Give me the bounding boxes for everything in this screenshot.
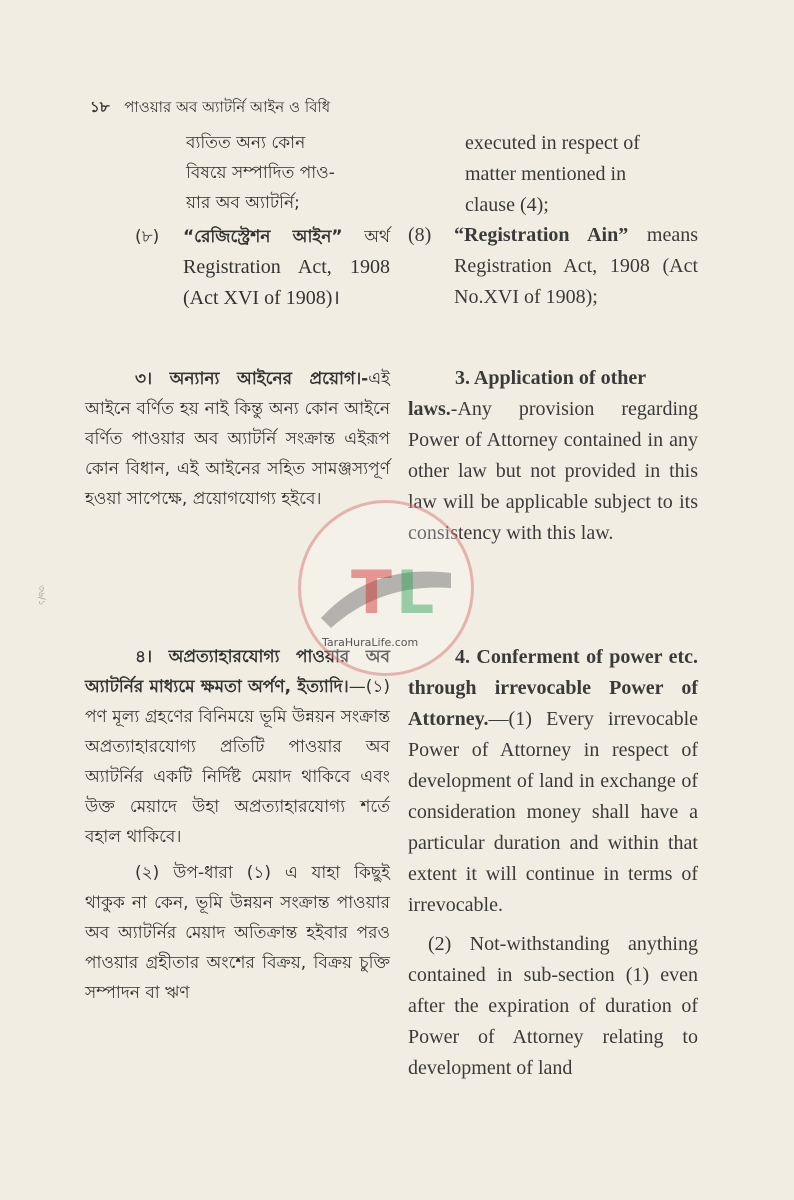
svg-text:L: L [396,558,435,628]
en-line: matter mentioned in [465,163,627,185]
bn-section-4 [85,642,390,1008]
section-heading: 4. Conferment of power etc. through irrevocable Power of Attorney. [408,646,698,730]
subsection-2: (2) Not-withstanding anything contained in sub-section (1) even after the expiration of duration of Power of Attorney relating to development of land [408,933,698,1079]
clause-label: (8) [408,224,432,246]
svg-text:T: T [351,558,392,628]
bn-section-3 [85,364,390,514]
bn-line: ব্যতিত অন্য কোন [186,133,306,153]
en-line: executed in respect of [465,132,640,154]
section-heading: 3. Application of other [455,367,647,389]
section-body: এই আইনে বর্ণিত হয় নাই কিন্তু অন্য কোন আইনে বর্ণিত পাওয়ার অব অ্যাটর্নি সংক্রান্ত এইরূপ কোন বিধান, এই আইনের সহিত সামঞ্জস্যপূর্ণ হওয়া সাপেক্ষে, প্রয়োগযোগ্য হইবে। [85,369,390,509]
section-body: -Any provision regarding Power of Attorney contained in any other law but not provided in this law will be applicable subject to its consistency with this law. [408,398,698,544]
page-header [90,96,330,121]
running-title: পাওয়ার অব অ্যাটর্নি আইন ও বিধি [124,98,331,116]
bn-line: য়ার অব অ্যাটর্নি; [186,193,300,213]
definition-text: Registration Act, 1908 (Act XVI of 1908)। [183,256,390,309]
defined-term: “Registration Ain” [454,224,629,246]
page-number: ১৮ [90,98,110,116]
definition-word: অর্থ [364,227,390,247]
section-body: —(1) Every irrevocable Power of Attorney in respect of development of land in exchange of consideration money shall have a particular duration and within that extent it will continue in terms of irrevocable. [408,708,698,916]
bn-definition-7-continuation [85,128,390,218]
en-definition-7-continuation [408,128,698,221]
definition-word: means [628,224,698,246]
watermark-text: TaraHuraLife.com [322,636,419,649]
margin-mark: ৩৬/১ [36,585,46,606]
section-heading-cont: laws. [408,398,451,420]
en-section-4 [408,642,698,1084]
section-heading: ৪। অপ্রত্যাহারযোগ্য পাওয়ার অব অ্যাটর্নির মাধ্যমে ক্ষমতা অর্পণ, ইত্যাদি। [85,647,390,697]
defined-term: “রেজিস্ট্রেশন আইন” [183,227,343,247]
section-body: —(১) পণ মূল্য গ্রহণের বিনিময়ে ভূমি উন্নয়ন সংক্রান্ত অপ্রত্যাহারযোগ্য প্রতিটি পাওয়ার অব অ্যাটর্নির একটি নির্দিষ্ট মেয়াদ থাকিবে এবং উক্ত মেয়াদে উহা অপ্রত্যাহারযোগ্য শর্তে বহাল থাকিবে। [85,677,390,847]
section-heading: ৩। অন্যান্য আইনের প্রয়োগ।- [135,369,369,389]
bn-line: বিষয়ে সম্পাদিত পাও- [186,163,335,183]
definition-text: Registration Act, 1908 (Act No.XVI of 1908); [454,255,698,308]
bn-definition-8 [85,222,390,314]
watermark-logo [298,500,474,676]
subsection-2: (২) উপ-ধারা (১) এ যাহা কিছুই থাকুক না কেন, ভূমি উন্নয়ন সংক্রান্ত পাওয়ার অব অ্যাটর্নির মেয়াদ অতিক্রান্ত হইবার পরও পাওয়ার গ্রহীতার অংশের বিক্রয়, বিক্রয় চুক্তি সম্পাদন বা ঋণ [85,863,390,1003]
en-definition-8 [408,220,698,313]
en-line: clause (4); [465,194,549,216]
clause-label: (৮) [135,227,160,247]
